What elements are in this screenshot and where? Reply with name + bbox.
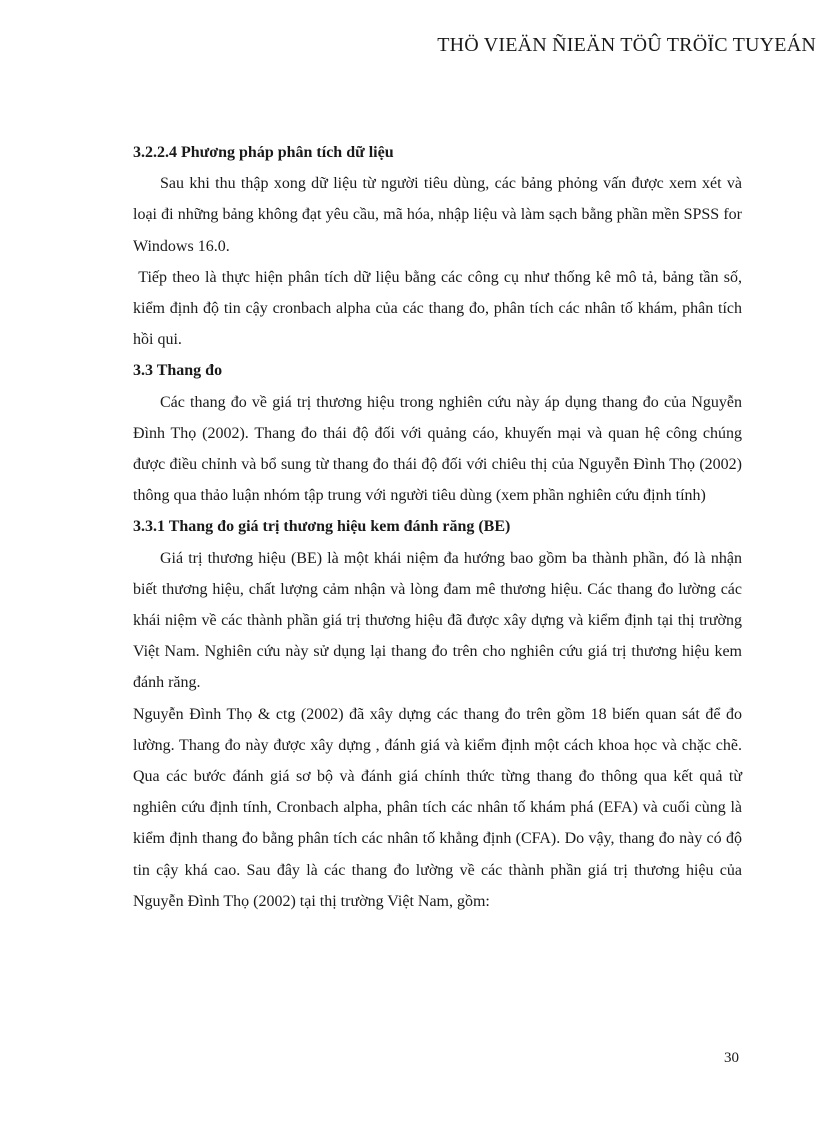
section-heading-331: 3.3.1 Thang đo giá trị thương hiệu kem đánh răng (BE) <box>133 518 511 536</box>
section-heading-33: 3.3 Thang đo <box>133 362 223 380</box>
paragraph: Các thang đo về giá trị thương hiệu trong nghiên cứu này áp dụng thang đo của Nguyễn Đình Thọ (2002). Thang đo thái độ đối với quảng cáo, khuyến mại và quan hệ công chúng được điều chỉnh và bổ sung từ thang đo thái độ đối với chiêu thị của Nguyễn Đình Thọ (2002) thông qua thảo luận nhóm tập trung với người tiêu dùng (xem phần nghiên cứu định tính) <box>133 393 742 505</box>
section-heading-3224: 3.2.2.4 Phương pháp phân tích dữ liệu <box>133 144 394 161</box>
page-number: 30 <box>724 1050 739 1066</box>
paragraph: Giá trị thương hiệu (BE) là một khái niệm đa hướng bao gồm ba thành phần, đó là nhận biết thương hiệu, chất lượng cảm nhận và lòng đam mê thương hiệu. Các thang đo lường các khái niệm về các thành phần giá trị thương hiệu đã được xây dựng và kiểm định tại thị trường Việt Nam. Nghiên cứu này sử dụng lại thang đo trên cho nghiên cứu giá trị thương hiệu kem đánh răng. <box>133 549 742 692</box>
paragraph: Sau khi thu thập xong dữ liệu từ người tiêu dùng, các bảng phỏng vấn được xem xét và loại đi những bảng không đạt yêu cầu, mã hóa, nhập liệu và làm sạch bằng phần mền SPSS for Windows 16.0. <box>133 175 742 255</box>
page-header: THÖ VIEÄN ÑIEÄN TÖÛ TRÖÏC TUYEÁN <box>437 34 816 56</box>
paragraph: Nguyễn Đình Thọ & ctg (2002) đã xây dựng các thang đo trên gồm 18 biến quan sát để đo lường. Thang đo này được xây dựng , đánh giá và kiểm định một cách khoa học và chặc chẽ. Qua các bước đánh giá sơ bộ và đánh giá chính thức từng thang đo thông qua kết quả từ nghiên cứu định tính, Cronbach alpha, phân tích các nhân tố khám phá (EFA) và cuối cùng là kiểm định thang đo bằng phân tích các nhân tố khẳng định (CFA). Do vậy, thang đo này có độ tin cậy khá cao. Sau đây là các thang đo lường về các thành phần giá trị thương hiệu của Nguyễn Đình Thọ (2002) tại thị trường Việt Nam, gồm: <box>133 705 742 910</box>
paragraph: Tiếp theo là thực hiện phân tích dữ liệu bằng các công cụ như thống kê mô tả, bảng tần số, kiểm định độ tin cậy cronbach alpha của các thang đo, phân tích các nhân tố khám, phân tích hồi qui. <box>133 268 746 349</box>
document-body <box>133 137 746 917</box>
